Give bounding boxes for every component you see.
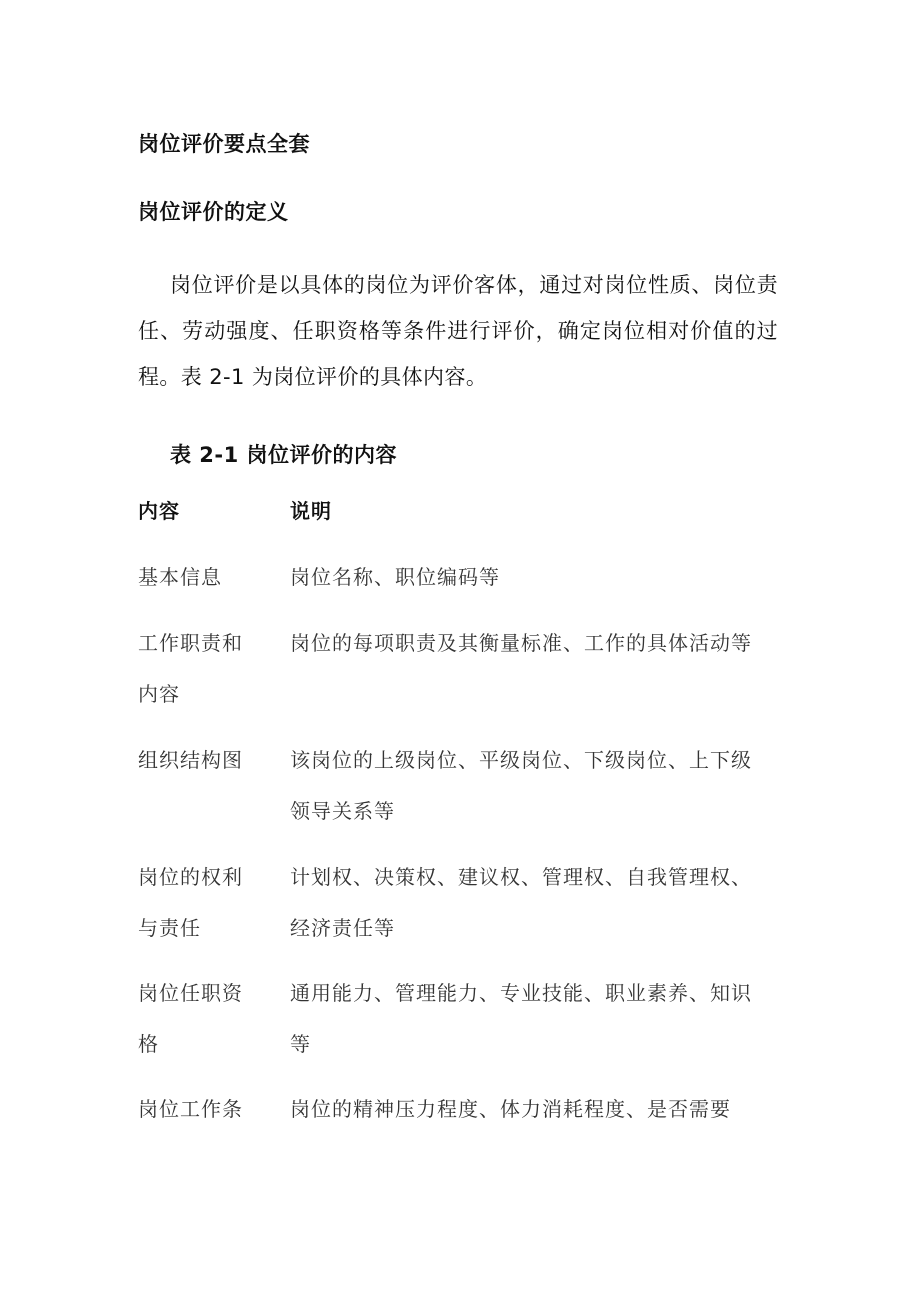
row-description: 岗位名称、职位编码等 — [290, 565, 500, 589]
header-description: 说明 — [290, 499, 332, 523]
section-heading: 岗位评价的定义 — [138, 200, 289, 224]
header-content: 内容 — [138, 499, 180, 523]
row-description: 该岗位的上级岗位、平级岗位、下级岗位、上下级领导关系等 — [290, 748, 752, 823]
row-content: 岗位任职资格 — [138, 981, 243, 1056]
row-description: 计划权、决策权、建议权、管理权、自我管理权、经济责任等 — [290, 865, 752, 940]
intro-paragraph: 岗位评价是以具体的岗位为评价客体，通过对岗位性质、岗位责任、劳动强度、任职资格等条件进行评价，确定岗位相对价值的过程。表 2-1 为岗位评价的具体内容。 — [138, 273, 778, 389]
row-content: 岗位工作条 — [138, 1097, 243, 1121]
table-caption: 表 2-1 岗位评价的内容 — [170, 443, 398, 467]
row-content: 组织结构图 — [138, 748, 243, 772]
row-content: 岗位的权利与责任 — [138, 865, 243, 940]
row-content: 基本信息 — [138, 565, 222, 589]
row-description: 岗位的精神压力程度、体力消耗程度、是否需要 — [290, 1097, 731, 1121]
document-title: 岗位评价要点全套 — [138, 132, 310, 156]
row-description: 岗位的每项职责及其衡量标准、工作的具体活动等 — [290, 631, 752, 655]
row-description: 通用能力、管理能力、专业技能、职业素养、知识等 — [290, 981, 752, 1056]
row-content: 工作职责和内容 — [138, 631, 243, 706]
